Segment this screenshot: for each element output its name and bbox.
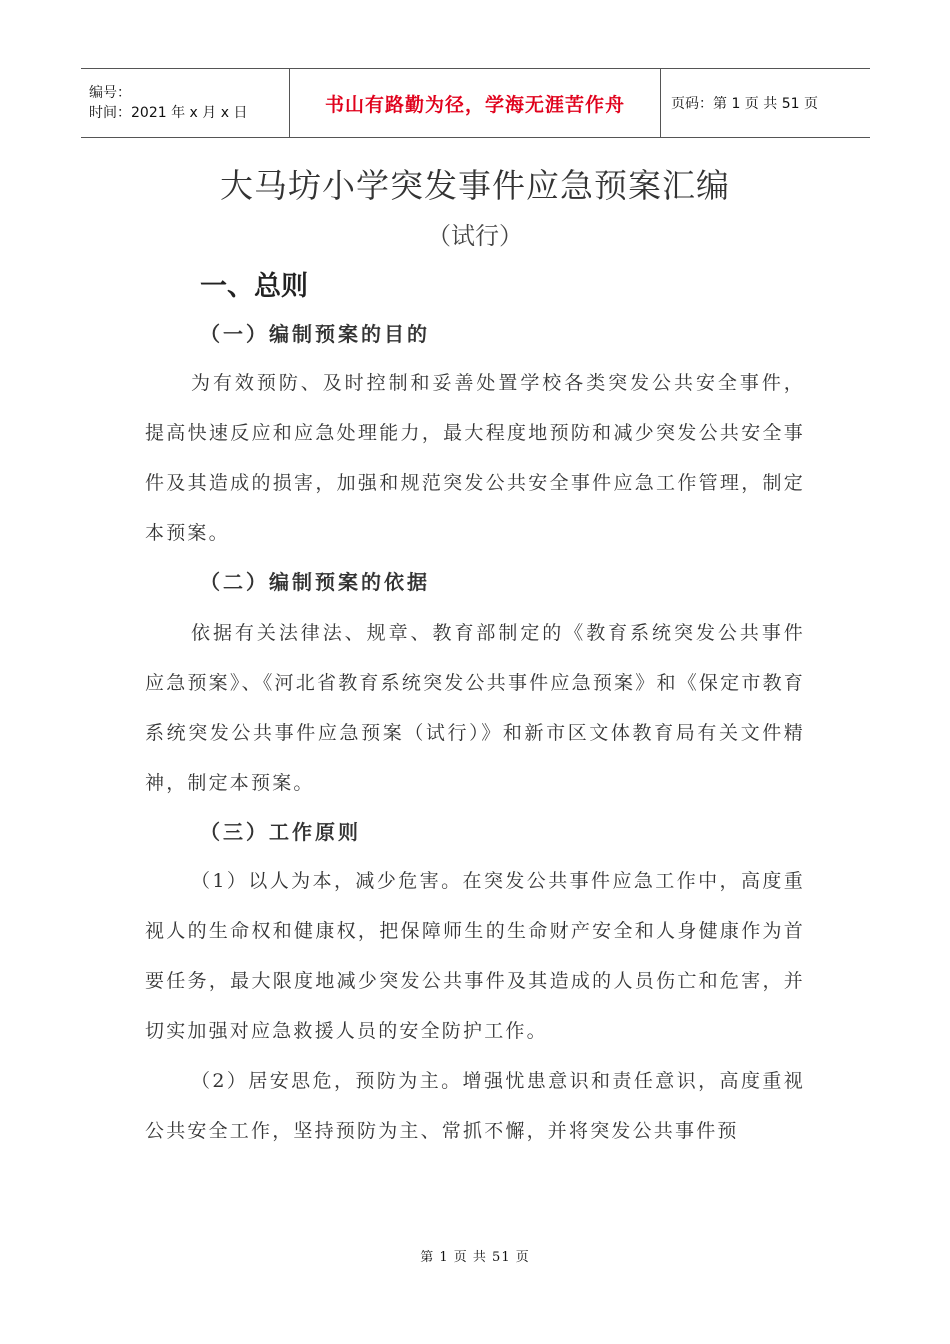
paragraph-principle-2: （2）居安思危，预防为主。增强忧患意识和责任意识，高度重视公共安全工作，坚持预防为主、常抓不懈，并将突发公共事件预: [145, 1070, 805, 1142]
paragraph-principle-1: （1）以人为本，减少危害。在突发公共事件应急工作中，高度重视人的生命权和健康权，把保障师生的生命财产安全和人身健康作为首要任务，最大限度地减少突发公共事件及其造成的人员伤亡和危害，并切实加强对应急救援人员的安全防护工作。: [145, 870, 805, 1042]
header-page-info-cell: [661, 69, 870, 137]
header-table: [81, 68, 870, 138]
document-title: 大马坊小学突发事件应急预案汇编: [220, 166, 730, 205]
subsection-heading-purpose: （一）编制预案的目的: [200, 322, 430, 346]
document-subtitle: （试行）: [427, 222, 523, 250]
header-page-info: 页码：第 1 页 共 51 页: [671, 96, 818, 112]
subsection-heading-basis: （二）编制预案的依据: [200, 570, 430, 594]
page-footer: 第 1 页 共 51 页: [420, 1250, 530, 1265]
header-meta: [81, 69, 289, 137]
code-label: 编号：: [89, 85, 131, 101]
paragraph-purpose: 为有效预防、及时控制和妥善处置学校各类突发公共安全事件，提高快速反应和应急处理能力，最大程度地预防和减少突发公共安全事件及其造成的损害，加强和规范突发公共安全事件应急工作管理，制定本预案。: [145, 372, 805, 544]
time-label: 时间：2021 年 x 月 x 日: [89, 105, 248, 121]
header-motto-cell: [289, 69, 661, 137]
subsection-heading-principles: （三）工作原则: [200, 820, 361, 844]
header-motto: 书山有路勤为径，学海无涯苦作舟: [324, 93, 625, 116]
paragraph-basis: 依据有关法律法、规章、教育部制定的《教育系统突发公共事件应急预案》、《河北省教育系统突发公共事件应急预案》和《保定市教育系统突发公共事件应急预案（试行）》和新市区文体教育局有关文件精神，制定本预案。: [145, 622, 805, 794]
section-heading-general: 一、总则: [200, 271, 308, 302]
